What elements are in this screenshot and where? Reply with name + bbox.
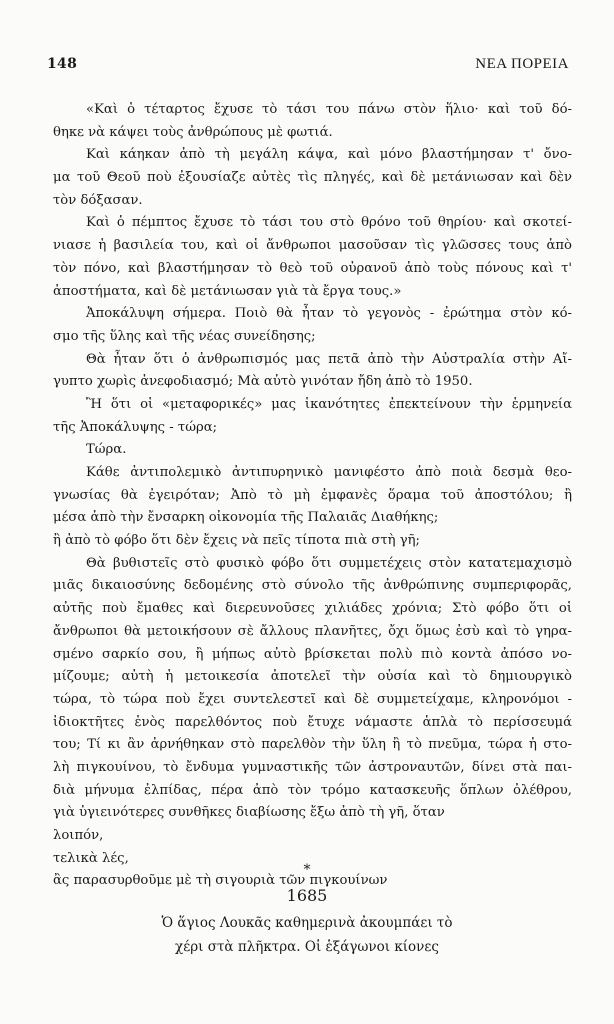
poem-excerpt: [0, 911, 614, 959]
text-line: τὸν δόξασαν.: [53, 192, 143, 208]
text-line: γιὰ ὑγιεινότερες συνθῆκες διαβίωσης ἔξω ἀπὸ τὴ γῆ, ὅταν: [53, 805, 445, 821]
text-line: Θὰ ἦταν ὅτι ὁ ἀνθρωπισμός μας πετᾶ ἀπὸ τὴν Αὐστραλία στὴν Αἴ-: [86, 351, 572, 367]
running-header: [47, 56, 569, 78]
text-line: ἰδιοκτῆτες ἑνὸς παρελθόντος ποὺ ἔτυχε νάμαστε ἁπλὰ τὸ περίσσευμά: [53, 714, 572, 730]
text-line: ἢ ἀπὸ τὸ φόβο ὅτι δὲν ἔχεις νὰ πεῖς τίποτα πιὰ στὴ γῆ;: [53, 533, 421, 549]
journal-title: ΝΕΑ ΠΟΡΕΙΑ: [475, 56, 569, 72]
text-line: Καὶ ὁ πέμπτος ἔχυσε τὸ τάσι του στὸ θρόνο τοῦ θηρίου· καὶ σκοτεί-: [86, 215, 572, 231]
text-line: σμένο σαρκίο σου, ἢ μήπως αὐτὸ βρίσκεται πολὺ πιὸ κοντὰ ἀπόσο νο-: [53, 646, 572, 662]
text-line: ἂς παρασυρθοῦμε μὲ τὴ σιγουριὰ τῶν πιγκουίνων: [53, 873, 388, 889]
text-line: θηκε νὰ κάψει τοὺς ἀνθρώπους μὲ φωτιά.: [53, 124, 333, 140]
text-line: τώρα, τὸ τώρα ποὺ ἔχει συντελεστεῖ καὶ δὲ συμμετείχαμε, κληρονόμοι -: [53, 691, 572, 707]
text-line: Τώρα.: [86, 442, 127, 458]
text-line: λοιπόν,: [53, 828, 104, 843]
page-number: 148: [47, 56, 78, 72]
text-line: ἀποστήματα, καὶ δὲ μετάνιωσαν γιὰ τὰ ἔργα τους.»: [53, 283, 402, 299]
poem-line: χέρι στὰ πλῆκτρα. Οἱ ἑξάγωνοι κίονες: [175, 939, 439, 955]
text-line: Ἢ ὅτι οἱ «μεταφορικές» μας ἱκανότητες ἐπεκτείνουν τὴν ἑρμηνεία: [86, 396, 572, 412]
text-line: μίζουμε; αὐτὴ ἡ μετοικεσία ἀποτελεῖ τὴν οὐσία καὶ τὸ δημιουργικὸ: [53, 669, 572, 685]
text-line: μιᾶς δικαιοσύνης δεδομένης στὸ σύνολο τῆς ἀνθρώπινης συμπεριφορᾶς,: [53, 578, 572, 594]
text-line: ἄνθρωποι θὰ μετοικήσουν σὲ ἄλλους πλανῆτες, ὄχι ὅμως ἐσὺ καὶ τὸ γηρα-: [53, 623, 572, 639]
text-line: Θὰ βυθιστεῖς στὸ φυσικὸ φόβο ὅτι συμμετέχεις στὸν κατατεμαχισμὸ: [86, 555, 572, 571]
text-line: τὸν πόνο, καὶ βλαστήμησαν τὸ θεὸ τοῦ οὐρανοῦ ἀπὸ τοὺς πόνους καὶ τ': [53, 260, 572, 276]
text-line: μέσα ἀπὸ τὴν ἔνσαρκη οἰκονομία τῆς Παλαιᾶς Διαθήκης;: [53, 510, 439, 526]
section-separator: *: [303, 862, 311, 878]
text-line: αὐτῆς ποὺ ἔμαθες καὶ διερευνοῦσες χιλιάδες χρόνια; Στὸ φόβο ὅτι οἱ: [53, 601, 572, 617]
text-line: νιασε ἡ βασιλεία του, καὶ οἱ ἄνθρωποι μασοῦσαν τὶς γλῶσσες τους ἀπὸ: [53, 238, 572, 254]
text-line: διὰ μήνυμα ἐλπίδας, πέρα ἀπὸ τὸν τρόμο κατασκευῆς ὅπλων ὀλέθρου,: [53, 782, 572, 798]
text-line: του; Τί κι ἂν ἀρνήθηκαν στὸ παρελθὸν τὴν ὕλη ἢ τὸ πνεῦμα, τώρα ἡ στο-: [53, 737, 572, 753]
text-line: λὴ πιγκουίνου, τὸ ἔνδυμα γυμναστικῆς τῶν ἀστροναυτῶν, δίνει στὰ παι-: [53, 759, 572, 775]
text-line: «Καὶ ὁ τέταρτος ἔχυσε τὸ τάσι του πάνω στὸν ἥλιο· καὶ τοῦ δό-: [86, 102, 572, 117]
poem-number: 1685: [286, 886, 328, 905]
text-line: Ἀποκάλυψη σήμερα. Ποιὸ θὰ ἦταν τὸ γεγονὸς - ἐρώτημα στὸν κό-: [86, 306, 572, 322]
text-line: γυπτο χωρὶς ἀνεφοδιασμό; Μὰ αὐτὸ γινόταν ἤδη ἀπὸ τὸ 1950.: [53, 374, 473, 390]
text-line: τῆς Ἀποκάλυψης - τώρα;: [53, 419, 218, 435]
text-line: Κάθε ἀντιπολεμικὸ ἀντιπυρηνικὸ μανιφέστο ἀπὸ ποιὰ δεσμὰ θεο-: [86, 465, 572, 480]
text-line: μα τοῦ Θεοῦ ποὺ ἐξουσίαζε αὐτὲς τὶς πληγές, καὶ δὲ μετάνιωσαν καὶ δὲν: [53, 170, 572, 186]
text-line: τελικὰ λές,: [53, 850, 129, 866]
text-line: σμο τῆς ὕλης καὶ τῆς νέας συνείδησης;: [53, 328, 316, 344]
text-line: γνωσίας θὰ ἐγειρόταν; Ἀπὸ τὸ μὴ ἐμφανὲς ὅραμα τοῦ ἀποστόλου; ἢ: [53, 487, 572, 503]
text-line: Καὶ κάηκαν ἀπὸ τὴ μεγάλη κάψα, καὶ μόνο βλαστήμησαν τ' ὄνο-: [86, 147, 572, 163]
body-text: [53, 99, 572, 893]
poem-line: Ὁ ἅγιος Λουκᾶς καθημερινὰ ἀκουμπάει τὸ: [161, 915, 453, 931]
